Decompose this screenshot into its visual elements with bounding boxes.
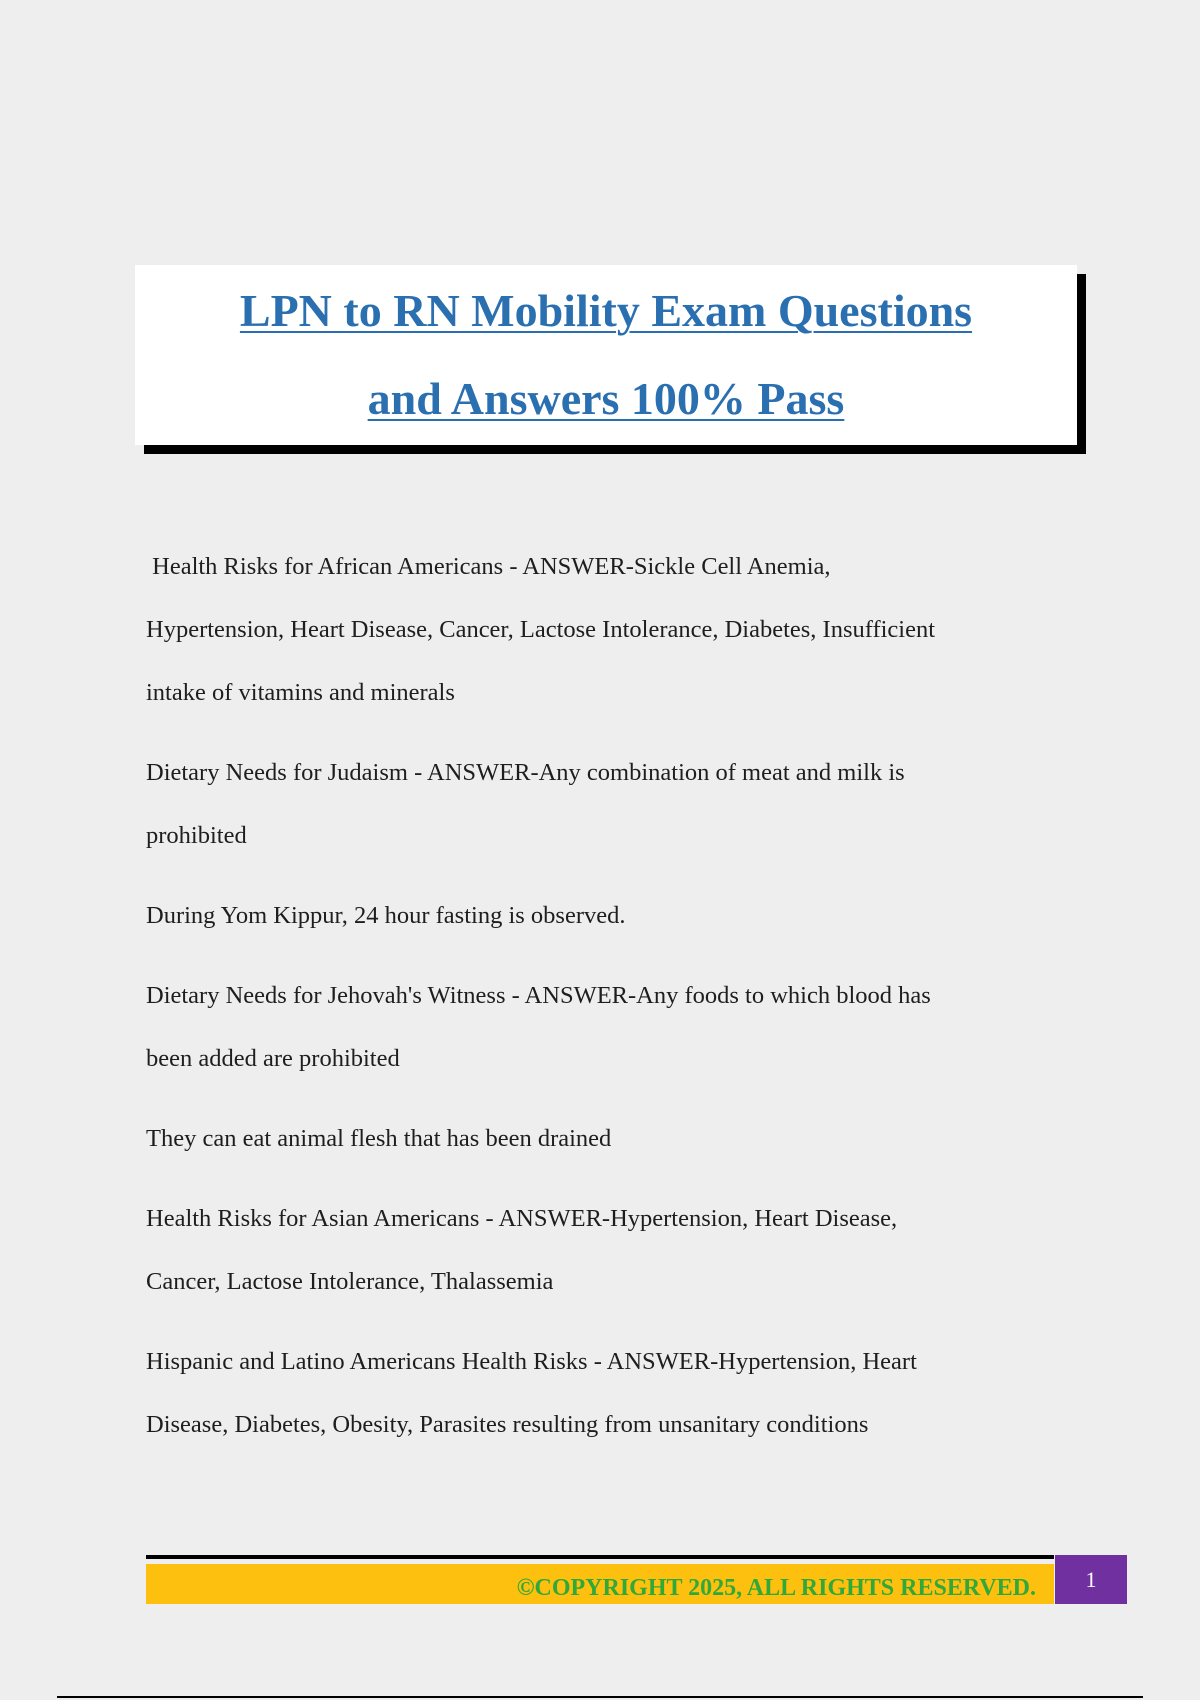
footer-copyright-bar bbox=[146, 1564, 1054, 1604]
document-title-line-2: and Answers 100% Pass bbox=[367, 373, 845, 424]
text-line: been added are prohibited bbox=[146, 1045, 400, 1072]
footer-divider bbox=[146, 1555, 1054, 1559]
text-line: During Yom Kippur, 24 hour fasting is observed. bbox=[146, 902, 626, 929]
paragraph-animal-flesh bbox=[146, 1107, 1046, 1170]
text-line: Health Risks for Asian Americans - ANSWER-Hypertension, Heart Disease, bbox=[146, 1205, 898, 1232]
page-number-badge bbox=[1055, 1555, 1127, 1604]
paragraph-yom-kippur bbox=[146, 884, 1046, 947]
page-bottom-divider bbox=[57, 1696, 1143, 1698]
paragraph-asian-american-risks bbox=[146, 1187, 1046, 1313]
text-line: Disease, Diabetes, Obesity, Parasites resulting from unsanitary conditions bbox=[146, 1411, 869, 1438]
document-body bbox=[146, 535, 1046, 1473]
text-line: Health Risks for African Americans - ANSWER-Sickle Cell Anemia, bbox=[146, 553, 831, 580]
page-number: 1 bbox=[1085, 1567, 1097, 1592]
copyright-text: ©COPYRIGHT 2025, ALL RIGHTS RESERVED. bbox=[516, 1575, 1036, 1601]
text-line: They can eat animal flesh that has been drained bbox=[146, 1125, 612, 1152]
text-line: intake of vitamins and minerals bbox=[146, 679, 455, 706]
text-line: Hispanic and Latino Americans Health Risks - ANSWER-Hypertension, Heart bbox=[146, 1348, 917, 1375]
text-line: Dietary Needs for Jehovah's Witness - ANSWER-Any foods to which blood has bbox=[146, 982, 931, 1009]
paragraph-hispanic-latino-risks bbox=[146, 1330, 1046, 1456]
paragraph-judaism-diet bbox=[146, 741, 1046, 867]
title-box bbox=[135, 265, 1077, 445]
text-line: Cancer, Lactose Intolerance, Thalassemia bbox=[146, 1268, 554, 1295]
text-line: Dietary Needs for Judaism - ANSWER-Any combination of meat and milk is bbox=[146, 759, 905, 786]
document-title-line-1: LPN to RN Mobility Exam Questions bbox=[239, 285, 973, 336]
paragraph-jehovahs-witness-diet bbox=[146, 964, 1046, 1090]
paragraph-african-american-risks bbox=[146, 535, 1046, 724]
text-line: prohibited bbox=[146, 822, 247, 849]
text-line: Hypertension, Heart Disease, Cancer, Lactose Intolerance, Diabetes, Insufficient bbox=[146, 616, 936, 643]
